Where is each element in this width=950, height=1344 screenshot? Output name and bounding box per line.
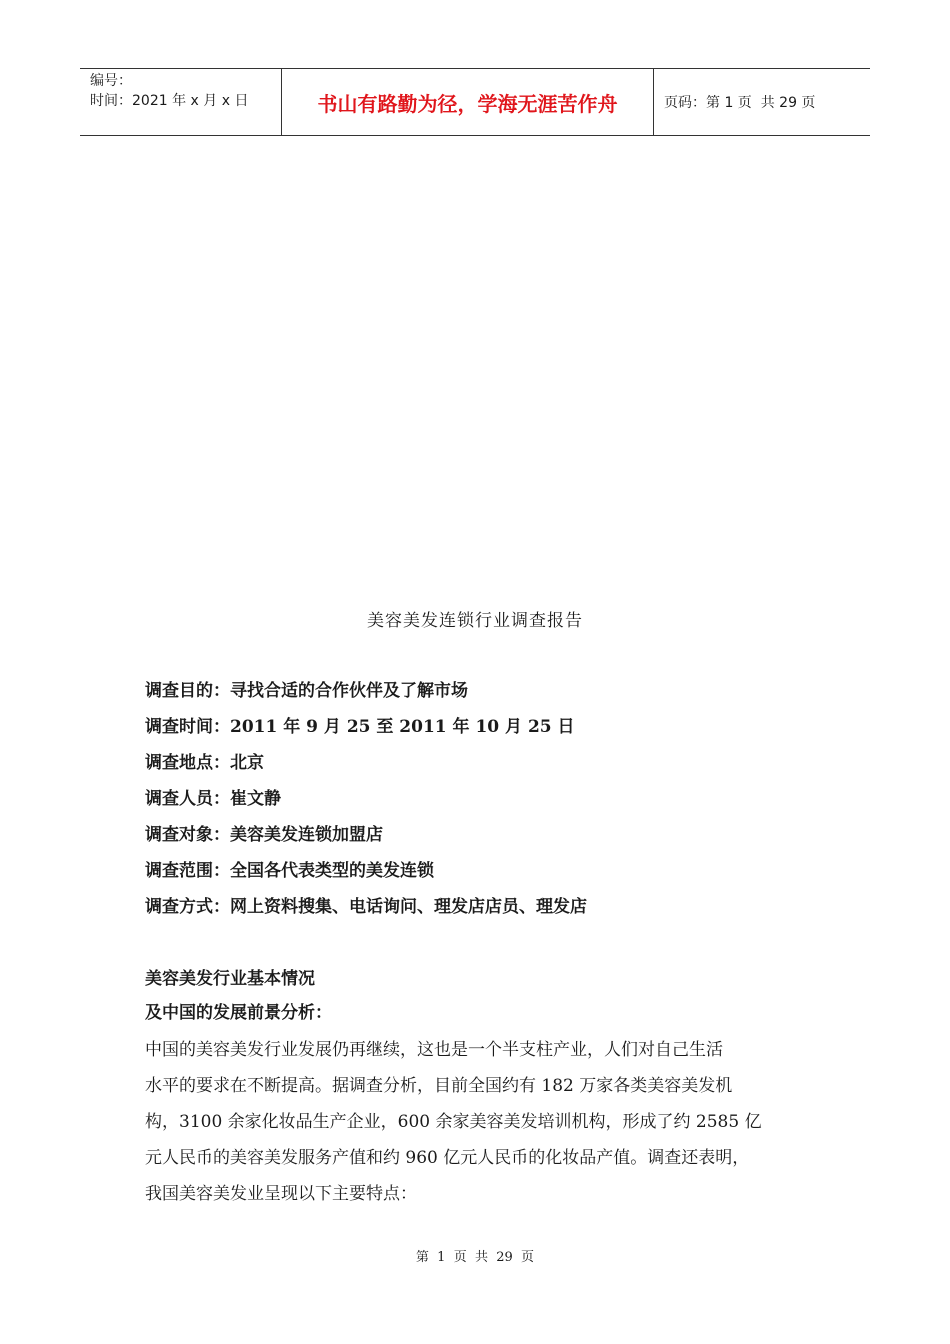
- info-item-location: 调查地点：北京: [145, 753, 264, 773]
- header-table: [80, 68, 870, 136]
- survey-info-list: [145, 676, 587, 928]
- number-label: 编号：: [90, 73, 132, 89]
- paragraph-line: 元人民币的美容美发服务产值和约 960 亿元人民币的化妆品产值。调查还表明，: [145, 1148, 750, 1168]
- info-item-subject: 调查对象：美容美发连锁加盟店: [145, 825, 383, 845]
- paragraph-line: 构，3100 余家化妆品生产企业，600 余家美容美发培训机构，形成了约 2585 亿: [145, 1112, 762, 1132]
- motto-text: 书山有路勤为径，学海无涯苦作舟: [317, 91, 618, 116]
- section-heading-line-1: 美容美发行业基本情况: [145, 969, 315, 989]
- section-heading-line-2: 及中国的发展前景分析：: [145, 1003, 332, 1023]
- info-item-method: 调查方式：网上资料搜集、电话询问、理发店店员、理发店: [145, 897, 587, 917]
- body-paragraph: [145, 1032, 805, 1212]
- info-item-scope: 调查范围：全国各代表类型的美发连锁: [145, 861, 434, 881]
- time-label: 时间：2021 年 x 月 x 日: [90, 93, 249, 109]
- header-meta-cell: [80, 69, 282, 135]
- paragraph-line: 水平的要求在不断提高。据调查分析，目前全国约有 182 万家各类美容美发机: [145, 1076, 733, 1096]
- header-page-cell: [654, 69, 870, 135]
- section-heading: [145, 962, 332, 1030]
- info-item-purpose: 调查目的：寻找合适的合作伙伴及了解市场: [145, 681, 468, 701]
- page-footer: 第 1 页 共 29 页: [415, 1250, 535, 1265]
- paragraph-line: 我国美容美发业呈现以下主要特点：: [145, 1184, 417, 1204]
- document-title: 美容美发连锁行业调查报告: [367, 611, 583, 631]
- info-item-time: 调查时间：2011 年 9 月 25 至 2011 年 10 月 25 日: [145, 717, 575, 737]
- page-info: 页码：第 1 页 共 29 页: [664, 95, 816, 111]
- paragraph-line: 中国的美容美发行业发展仍再继续，这也是一个半支柱产业，人们对自己生活: [145, 1040, 723, 1060]
- header-motto-cell: [282, 69, 654, 135]
- info-item-staff: 调查人员：崔文静: [145, 789, 281, 809]
